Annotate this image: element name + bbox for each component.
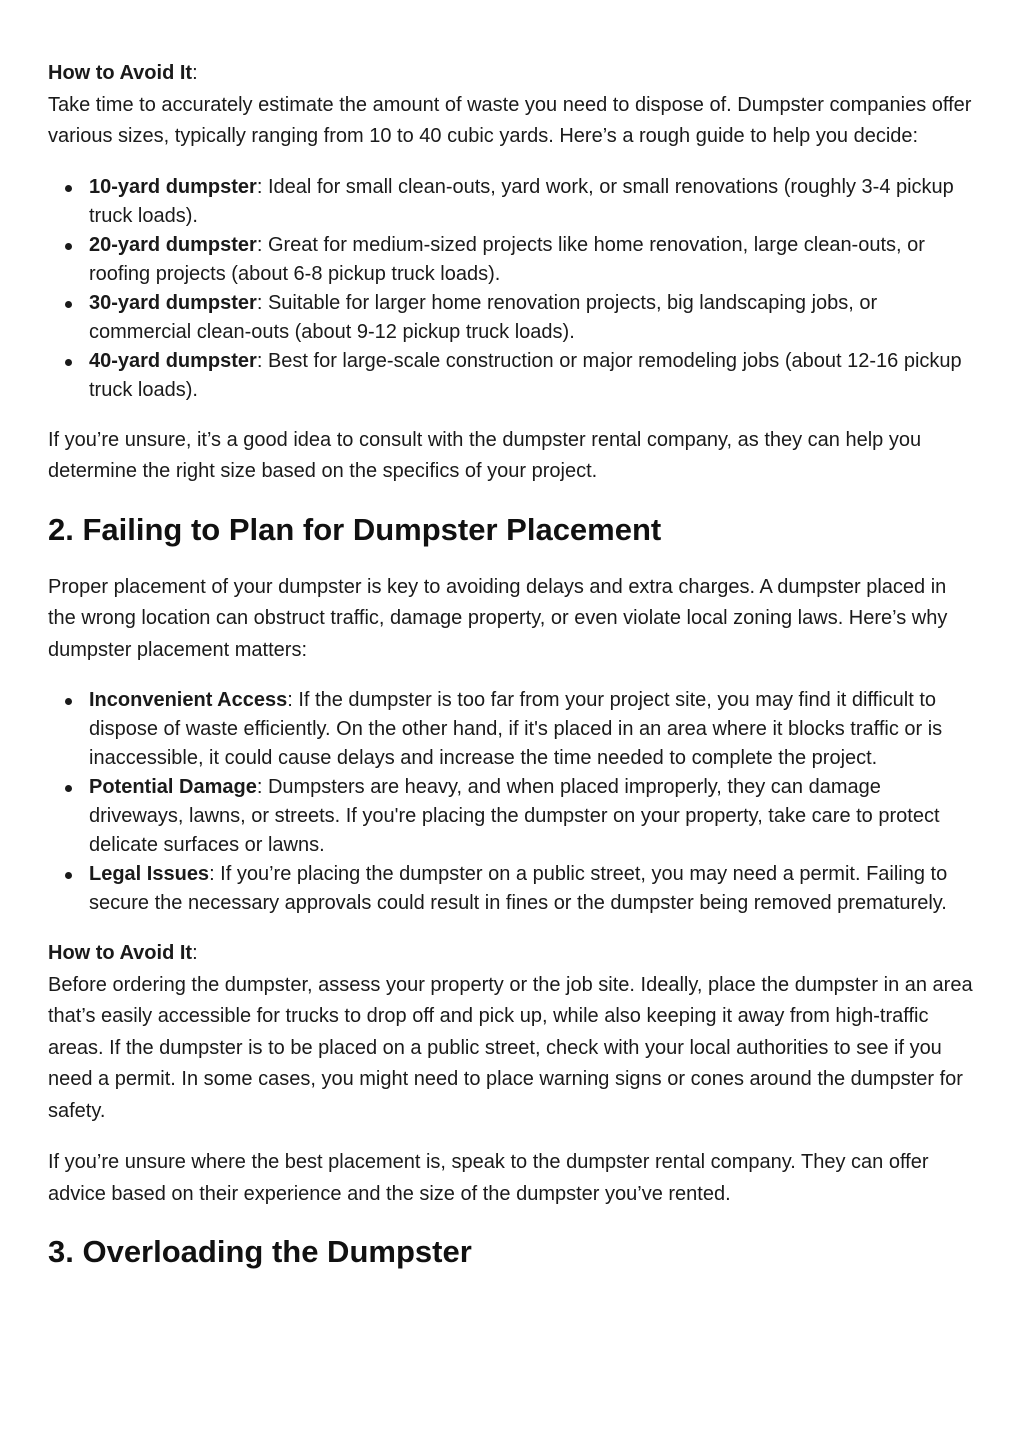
consult-company-paragraph: If you’re unsure, it’s a good idea to consult with the dumpster rental company, as they can help you determine the right size based on the specifics of your project. bbox=[48, 428, 922, 482]
list-item bbox=[89, 347, 976, 405]
list-item bbox=[89, 860, 976, 918]
how-to-avoid-label-bold: How to Avoid It bbox=[48, 62, 193, 84]
placement-consult-paragraph: If you’re unsure where the best placement is, speak to the dumpster rental company. They can offer advice based on their experience and the size of the dumpster you’ve rented. bbox=[48, 1151, 929, 1205]
how-to-avoid-label-bold: How to Avoid It bbox=[48, 942, 193, 964]
list-item-term: 10-yard dumpster bbox=[89, 175, 257, 198]
section-heading-overloading: 3. Overloading the Dumpster bbox=[48, 1234, 472, 1269]
list-item bbox=[89, 173, 976, 231]
section-heading-placement: 2. Failing to Plan for Dumpster Placement bbox=[48, 511, 662, 547]
list-item bbox=[89, 686, 976, 773]
list-item-term: Potential Damage bbox=[89, 776, 257, 798]
list-item bbox=[89, 773, 976, 860]
list-item-term: 30-yard dumpster bbox=[89, 291, 257, 314]
list-item-desc: : Ideal for small clean-outs, yard work, or small renovations (roughly 3-4 pickup truck loads). bbox=[89, 175, 954, 227]
list-item-desc: : Suitable for larger home renovation projects, big landscaping jobs, or commercial clean-outs (about 9-12 pickup truck loads). bbox=[89, 291, 878, 343]
dumpster-size-list bbox=[48, 173, 976, 405]
list-item-desc: : If you’re placing the dumpster on a public street, you may need a permit. Failing to secure the necessary approvals could result in fines or the dumpster being removed prematurely. bbox=[89, 863, 948, 914]
list-item-desc: : Dumpsters are heavy, and when placed improperly, they can damage driveways, lawns, or streets. If you're placing the dumpster on your property, take care to protect delicate surfaces or lawns. bbox=[89, 776, 940, 856]
placement-reasons-list bbox=[48, 686, 976, 918]
how-to-avoid-colon: : bbox=[192, 942, 198, 964]
placement-intro-paragraph: Proper placement of your dumpster is key to avoiding delays and extra charges. A dumpster placed in the wrong location can obstruct traffic, damage property, or even violate local zoning laws. Here’s why dumpster placement matters: bbox=[48, 575, 948, 661]
placement-advice-paragraph: Before ordering the dumpster, assess your property or the job site. Ideally, place the dumpster in an area that’s easily accessible for trucks to drop off and pick up, while also keeping it away from high-traffic areas. If the dumpster is to be placed on a public street, check with your local authorities to see if you need a permit. In some cases, you might need to place warning signs or cones around the dumpster for safety. bbox=[48, 973, 973, 1122]
list-item-desc: : If the dumpster is too far from your project site, you may find it difficult to dispose of waste efficiently. On the other hand, if it's placed in an area where it blocks traffic or is inaccessible, it could cause delays and increase the time needed to complete the project. bbox=[89, 689, 943, 769]
sizing-advice-paragraph: Take time to accurately estimate the amount of waste you need to dispose of. Dumpster companies offer various sizes, typically ranging from 10 to 40 cubic yards. Here’s a rough guide to help you decide: bbox=[48, 93, 972, 147]
list-item-term: 40-yard dumpster bbox=[89, 349, 257, 372]
list-item bbox=[89, 289, 976, 347]
how-to-avoid-label bbox=[48, 938, 976, 970]
list-item bbox=[89, 231, 976, 289]
how-to-avoid-label bbox=[48, 58, 976, 90]
list-item-desc: : Best for large-scale construction or major remodeling jobs (about 12-16 pickup truck loads). bbox=[89, 349, 962, 401]
list-item-desc: : Great for medium-sized projects like home renovation, large clean-outs, or roofing projects (about 6-8 pickup truck loads). bbox=[89, 233, 925, 285]
list-item-term: Legal Issues bbox=[89, 863, 210, 885]
how-to-avoid-colon: : bbox=[192, 62, 198, 84]
list-item-term: 20-yard dumpster bbox=[89, 233, 257, 256]
list-item-term: Inconvenient Access bbox=[89, 689, 288, 711]
